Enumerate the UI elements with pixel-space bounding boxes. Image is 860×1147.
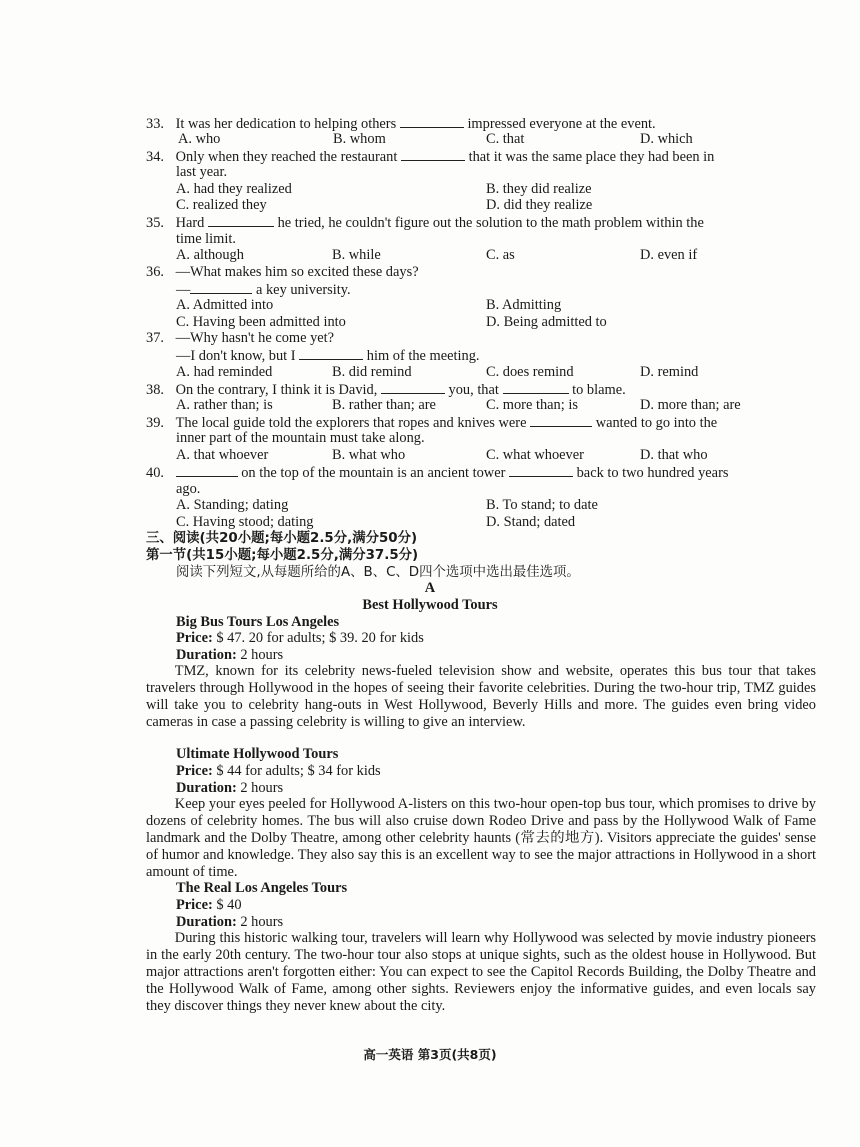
duration-label: Duration: (176, 914, 237, 930)
question-stem-continued: time limit. (176, 231, 236, 247)
question-number: 38. (146, 382, 164, 398)
answer-blank (400, 115, 464, 128)
question-stem: —What makes him so excited these days? (175, 264, 419, 280)
tour-description: Keep your eyes peeled for Hollywood A-listers on this two-hour open-top bus tour, which promises to drive by dozens of celebrity homes. The bus will also cruise down Rodeo Drive and pass by the Hollywood Walk of Fame landmark and the Dolby Theatre, among other celebrity haunts (常去的地方). Visitors appreciate the guides' sense of humor and knowledge. They also say this is an excellent way to see the major attractions in Hollywood in a short amount of time. (146, 796, 816, 880)
page-footer: 高一英语 第3页(共8页) (363, 1047, 497, 1062)
option-a: A. had they realized (176, 181, 292, 197)
option-b: B. whom (333, 131, 386, 147)
duration-value: 2 hours (240, 647, 284, 663)
answer-blank (208, 214, 274, 227)
passage-letter: A (424, 580, 436, 596)
question-stem: —Why hasn't he come yet? (175, 330, 335, 346)
option-d: D. even if (640, 247, 698, 263)
question-stem: that it was the same place they had been in (468, 149, 715, 165)
question-stem-continued: ago. (176, 481, 201, 497)
question-number: 34. (146, 149, 164, 165)
option-b: B. while (332, 247, 381, 263)
option-b: B. they did realize (486, 181, 592, 197)
price-label: Price: (176, 630, 213, 646)
question-number: 37. (146, 330, 164, 346)
question-stem: him of the meeting. (366, 348, 480, 364)
question-stem: On the contrary, I think it is David, (175, 382, 378, 398)
option-c: C. realized they (176, 197, 267, 213)
question-stem: to blame. (572, 382, 626, 398)
option-b: B. rather than; are (332, 397, 436, 413)
tour-description: TMZ, known for its celebrity news-fueled television show and website, operates this bus tour that takes travelers through Hollywood in the hopes of seeing their favorite celebrities. During the two-hour trip, TMZ guides will take you to celebrity hang-outs in West Hollywood, Beverly Hills and more. The guides even bring video cameras in case a passing celebrity is willing to give an interview. (146, 663, 816, 730)
tour-price (176, 897, 242, 914)
question-stem: on the top of the mountain is an ancient tower (241, 465, 506, 481)
answer-blank (190, 281, 252, 294)
option-a: A. although (176, 247, 244, 263)
option-c: C. more than; is (486, 397, 578, 413)
tour-duration (176, 914, 283, 931)
option-b: B. To stand; to date (486, 497, 598, 513)
option-a: A. that whoever (176, 447, 269, 463)
answer-blank (381, 381, 445, 394)
question-stem: It was her dedication to helping others (175, 116, 397, 132)
tour-name: Big Bus Tours Los Angeles (176, 614, 340, 630)
option-d: D. remind (640, 364, 699, 380)
option-c: C. that (486, 131, 525, 147)
question-stem: —I don't know, but I (176, 348, 296, 364)
question-number: 36. (146, 264, 164, 280)
option-b: B. did remind (332, 364, 412, 380)
question-40 (146, 464, 728, 482)
question-stem: a key university. (256, 282, 351, 298)
question-stem-continued: last year. (176, 164, 228, 180)
section-subtitle: 第一节(共15小题;每小题2.5分,满分37.5分) (146, 548, 419, 563)
duration-label: Duration: (176, 647, 237, 663)
answer-blank (299, 347, 363, 360)
option-b: B. what who (332, 447, 406, 463)
question-stem: Only when they reached the restaurant (175, 149, 398, 165)
tour-duration (176, 780, 283, 797)
duration-value: 2 hours (240, 780, 284, 796)
option-c: C. Having been admitted into (176, 314, 346, 330)
option-d: D. Stand; dated (486, 514, 576, 530)
tour-price (176, 763, 381, 780)
section-instruction: 阅读下列短文,从每题所给的A、B、C、D四个选项中选出最佳选项。 (176, 565, 580, 580)
price-value: $ 47. 20 for adults; $ 39. 20 for kids (216, 630, 424, 646)
tour-duration (176, 647, 283, 664)
option-a: A. who (178, 131, 221, 147)
question-stem: wanted to go into the (595, 415, 718, 431)
option-a: A. had reminded (176, 364, 273, 380)
question-number: 33. (146, 116, 164, 132)
question-35 (146, 214, 704, 232)
tour-name: The Real Los Angeles Tours (176, 880, 348, 896)
option-a: A. rather than; is (176, 397, 273, 413)
answer-blank (401, 148, 465, 161)
answer-blank (509, 464, 573, 477)
tour-price (176, 630, 424, 647)
question-stem: impressed everyone at the event. (467, 116, 656, 132)
answer-blank (503, 381, 569, 394)
question-stem-continued: inner part of the mountain must take along. (176, 430, 425, 446)
tour-name: Ultimate Hollywood Tours (176, 746, 339, 762)
question-stem: Hard (175, 215, 205, 231)
question-number: 40. (146, 465, 164, 481)
question-34 (146, 148, 714, 166)
option-b: B. Admitting (486, 297, 562, 313)
answer-blank (176, 464, 238, 477)
section-title: 三、阅读(共20小题;每小题2.5分,满分50分) (146, 531, 418, 546)
price-label: Price: (176, 763, 213, 779)
question-stem: The local guide told the explorers that ropes and knives were (175, 415, 527, 431)
option-a: A. Admitted into (176, 297, 274, 313)
option-d: D. more than; are (640, 397, 741, 413)
question-number: 35. (146, 215, 164, 231)
tour-description: During this historic walking tour, travelers will learn why Hollywood was selected by movie industry pioneers in the early 20th century. The two-hour tour also stops at unique sights, such as the oldest house in Hollywood. But major attractions aren't forgotten either: You can expect to see the Capitol Records Building, the Dolby Theatre and the Hollywood Walk of Fame, among other sights. Reviewers enjoy the informative guides, and even locals say they discover things they never knew about the city. (146, 930, 816, 1014)
option-c: C. as (486, 247, 515, 263)
question-37-reply (176, 347, 480, 365)
price-value: $ 44 for adults; $ 34 for kids (216, 763, 381, 779)
duration-label: Duration: (176, 780, 237, 796)
question-37 (146, 330, 334, 347)
question-stem: he tried, he couldn't figure out the solution to the math problem within the (277, 215, 704, 231)
option-d: D. Being admitted to (486, 314, 607, 330)
option-d: D. which (640, 131, 693, 147)
answer-blank (530, 414, 592, 427)
price-label: Price: (176, 897, 213, 913)
passage-title: Best Hollywood Tours (362, 597, 498, 613)
question-33 (146, 115, 656, 133)
option-c: C. what whoever (486, 447, 584, 463)
option-c: C. Having stood; dating (176, 514, 314, 530)
option-d: D. that who (640, 447, 708, 463)
duration-value: 2 hours (240, 914, 284, 930)
question-number: 39. (146, 415, 164, 431)
dash: — (176, 282, 191, 298)
price-value: $ 40 (216, 897, 242, 913)
question-36 (146, 264, 419, 281)
option-a: A. Standing; dating (176, 497, 289, 513)
question-stem: back to two hundred years (576, 465, 729, 481)
option-c: C. does remind (486, 364, 574, 380)
option-d: D. did they realize (486, 197, 593, 213)
question-stem: you, that (448, 382, 499, 398)
